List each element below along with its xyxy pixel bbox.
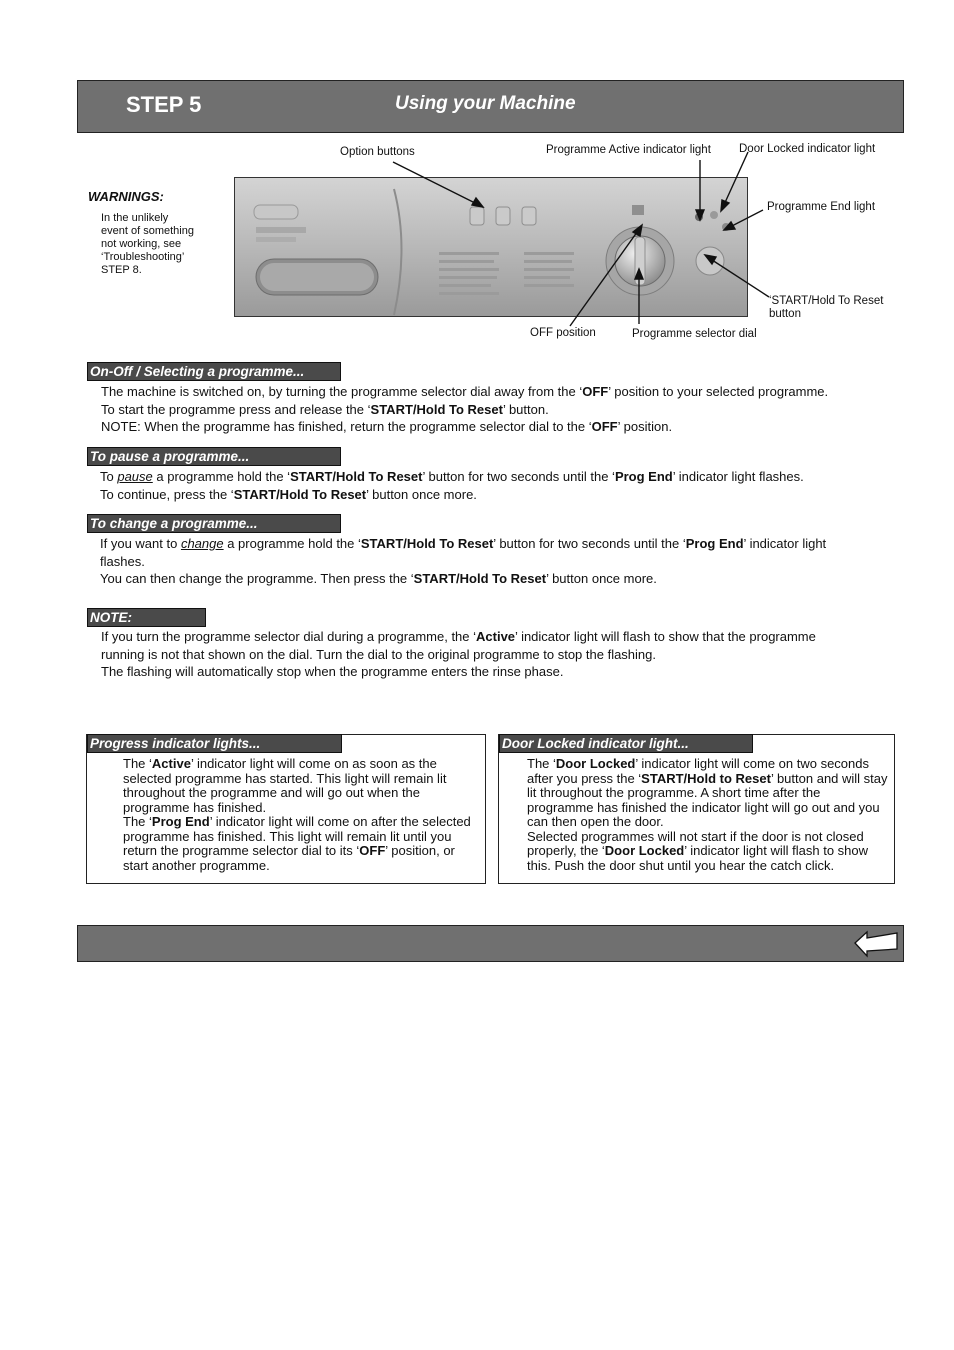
warnings-line: ‘Troubleshooting’ bbox=[101, 251, 185, 263]
warnings-line: STEP 8. bbox=[101, 264, 142, 276]
door-locked-box bbox=[498, 734, 895, 884]
callout-option-buttons: Option buttons bbox=[340, 146, 415, 158]
section-change-body: If you want to change a programme hold the ‘START/Hold To Reset’ button for two seconds until the ‘Prog End’ indicator light flashes. You can then change the programme. Then press the ‘START/Hold To Reset’ button once more. bbox=[100, 536, 827, 586]
callout-off-position: OFF position bbox=[530, 327, 596, 339]
callout-door-locked: Door Locked indicator light bbox=[739, 143, 876, 155]
warnings-line: event of something bbox=[101, 225, 194, 237]
section-title-pause: To pause a programme... bbox=[87, 447, 341, 466]
next-page-arrow-icon[interactable] bbox=[853, 929, 901, 959]
warnings-title: WARNINGS: bbox=[88, 189, 164, 204]
section-title-note: NOTE: bbox=[87, 608, 206, 627]
section-on-off-body: The machine is switched on, by turning the programme selector dial away from the ‘OFF’ position to your selected programme. To start the programme press and release the ‘START/Hold To Reset’ button. NOTE: When the programme has finished, return the programme selector dial to the ‘OFF’ position. bbox=[101, 384, 829, 434]
progress-box-text: The ‘Active’ indicator light will come on as soon as the selected programme has started. This light will remain lit throughout the programme and will go out when the programme has finished. The ‘Prog End’ indicator light will come on after the selected programme has finished. This light will remain lit until you return the programme selector dial to its ‘OFF’ position, or start another programme. bbox=[123, 756, 471, 873]
warnings-line: not working, see bbox=[101, 238, 182, 250]
section-note-body: If you turn the programme selector dial during a programme, the ‘Active’ indicator light will flash to show that the programme running is not that shown on the dial. Turn the dial to the original programme to stop the flashing. The flashing will automatically stop when the programme enters the rinse phase. bbox=[101, 629, 816, 679]
door-box-title: Door Locked indicator light... bbox=[499, 734, 753, 753]
callout-start-hold-line2: button bbox=[769, 308, 801, 320]
section-title-on-off: On-Off / Selecting a programme... bbox=[87, 362, 341, 381]
section-pause-body: To pause a programme hold the ‘START/Hold To Reset’ button for two seconds until the ‘Prog End’ indicator light flashes. To continue, press the ‘START/Hold To Reset’ button once more. bbox=[100, 469, 804, 502]
callout-programme-end: Programme End light bbox=[767, 201, 876, 213]
section-title-change: To change a programme... bbox=[87, 514, 341, 533]
progress-box-title: Progress indicator lights... bbox=[87, 734, 342, 753]
warnings-text bbox=[101, 212, 194, 277]
callout-start-hold bbox=[769, 295, 883, 321]
warnings-line: In the unlikely bbox=[101, 212, 169, 224]
step-label: STEP 5 bbox=[126, 92, 202, 117]
progress-indicator-box bbox=[86, 734, 486, 884]
callout-selector-dial: Programme selector dial bbox=[632, 328, 757, 340]
page-title: Using your Machine bbox=[395, 93, 576, 114]
door-box-text: The ‘Door Locked’ indicator light will come on two seconds after you press the ‘START/Hold to Reset’ button and will stay lit throughout the programme. A short time after the programme has finished the indicator light will go out and you can then open the door. Selected programmes will not start if the door is not closed properly, the ‘Door Locked’ indicator light will flash to show this. Push the door shut until you hear the catch click. bbox=[527, 756, 888, 873]
footer-bar bbox=[77, 925, 904, 962]
callout-start-hold-line1: ‘START/Hold To Reset bbox=[769, 295, 884, 307]
callout-programme-active: Programme Active indicator light bbox=[546, 144, 711, 156]
